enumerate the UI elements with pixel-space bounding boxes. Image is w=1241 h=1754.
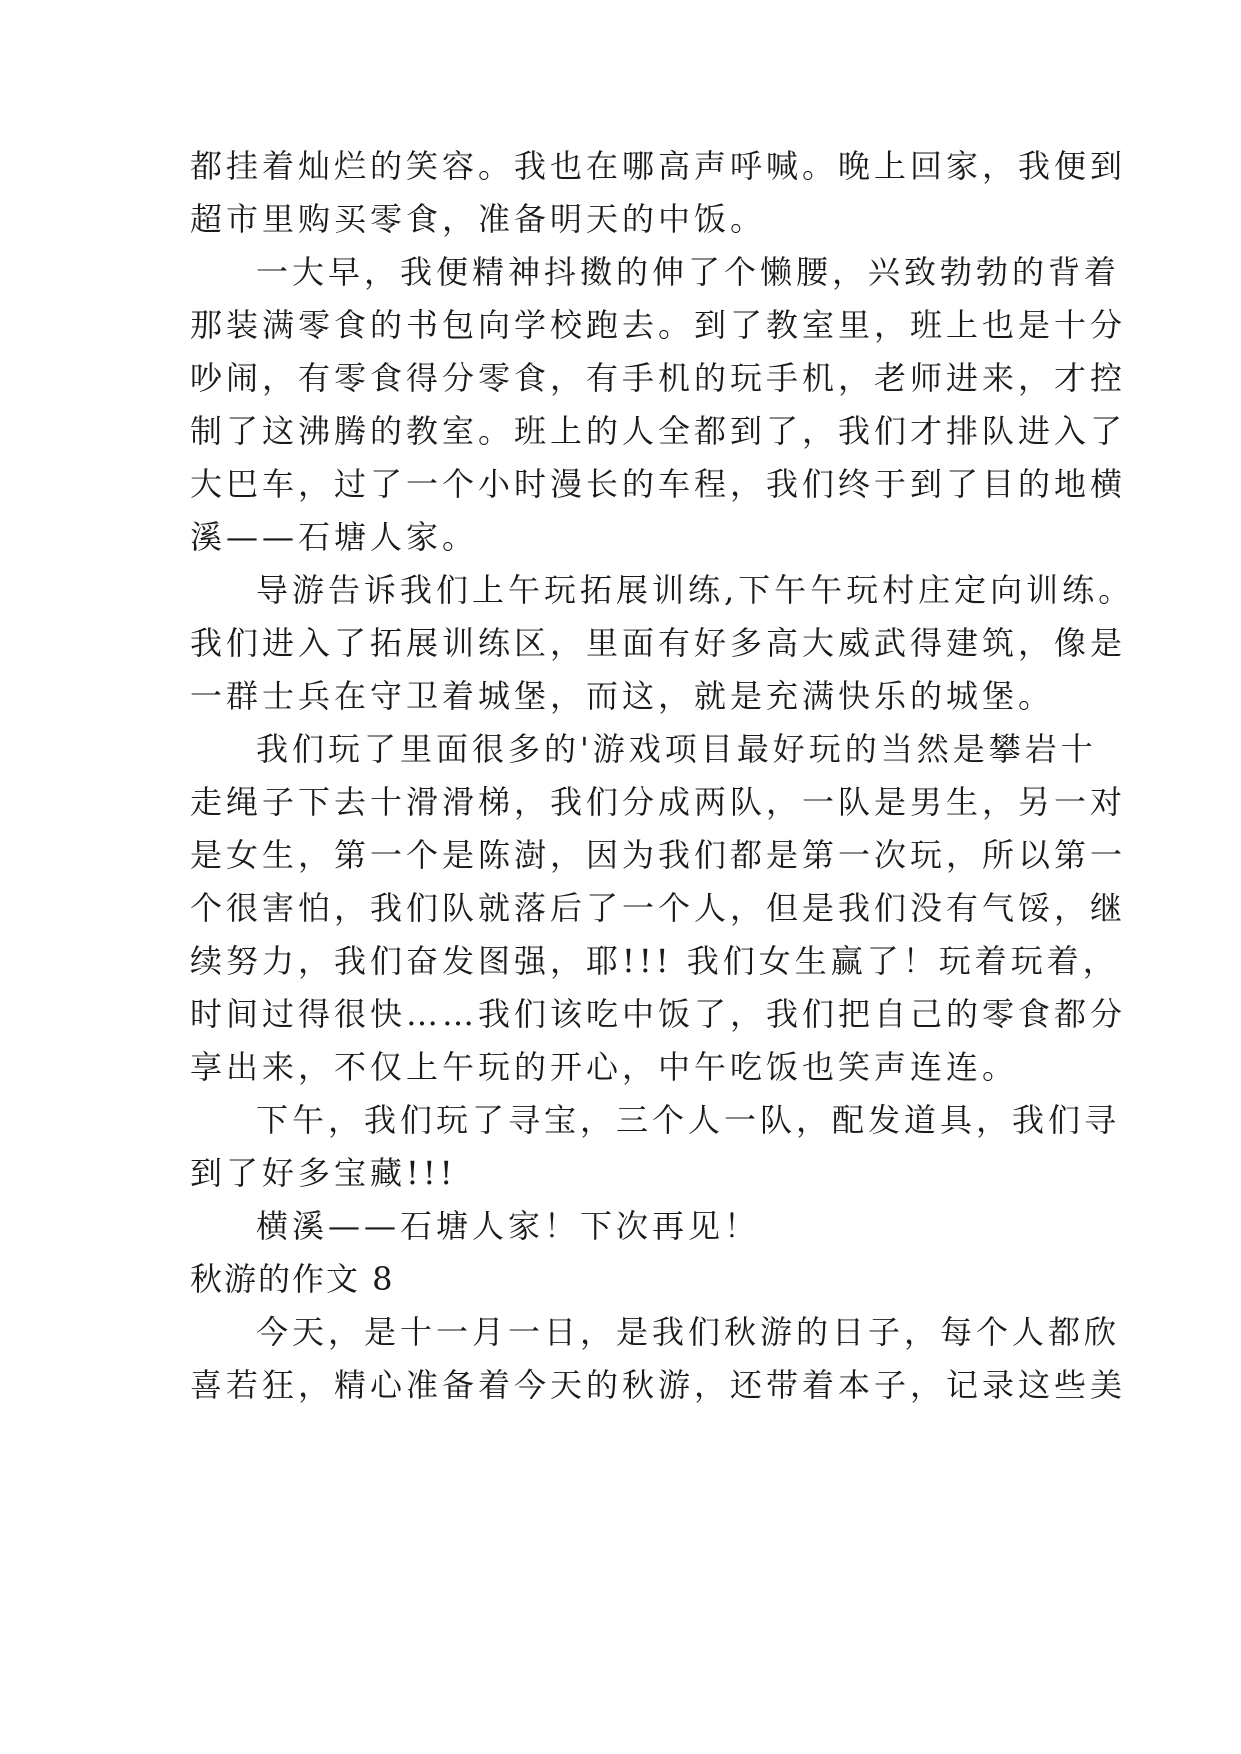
text-line: 续努力，我们奋发图强，耶!!! 我们女生赢了！玩着玩着，	[190, 942, 1119, 980]
text-line: 个很害怕，我们队就落后了一个人，但是我们没有气馁，继	[190, 889, 1127, 927]
paragraph-first-line: 下午，我们玩了寻宝，三个人一队，配发道具，我们寻	[256, 1101, 1121, 1139]
text-line: 溪——石塘人家。	[190, 518, 479, 556]
paragraph-first-line: 导游告诉我们上午玩拓展训练,下午午玩村庄定向训练。	[256, 571, 1135, 609]
paragraph-first-line: 我们玩了里面很多的'游戏项目最好玩的当然是攀岩十	[256, 730, 1097, 768]
text-line: 那装满零食的书包向学校跑去。到了教室里，班上也是十分	[190, 306, 1127, 344]
text-line: 是女生，第一个是陈澍，因为我们都是第一次玩，所以第一	[190, 836, 1127, 874]
paragraph-first-line: 横溪——石塘人家！下次再见！	[256, 1207, 761, 1245]
text-line: 大巴车，过了一个小时漫长的车程，我们终于到了目的地横	[190, 465, 1127, 503]
section-heading: 秋游的作文 8	[190, 1260, 395, 1298]
text-line: 走绳子下去十滑滑梯，我们分成两队，一队是男生，另一对	[190, 783, 1127, 821]
text-line: 都挂着灿烂的笑容。我也在哪高声呼喊。晚上回家，我便到	[190, 147, 1127, 185]
paragraph-first-line: 一大早，我便精神抖擞的伸了个懒腰，兴致勃勃的背着	[256, 253, 1121, 291]
text-line: 喜若狂，精心准备着今天的秋游，还带着本子，记录这些美	[190, 1366, 1127, 1404]
text-line: 一群士兵在守卫着城堡，而这，就是充满快乐的城堡。	[190, 677, 1055, 715]
paragraph-first-line: 今天，是十一月一日，是我们秋游的日子，每个人都欣	[256, 1313, 1121, 1351]
text-line: 超市里购买零食，准备明天的中饭。	[190, 200, 767, 238]
text-line: 吵闹，有零食得分零食，有手机的玩手机，老师进来，才控	[190, 359, 1127, 397]
text-line: 时间过得很快……我们该吃中饭了，我们把自己的零食都分	[190, 995, 1127, 1033]
text-line: 制了这沸腾的教室。班上的人全都到了，我们才排队进入了	[190, 412, 1127, 450]
text-line: 享出来，不仅上午玩的开心，中午吃饭也笑声连连。	[190, 1048, 1019, 1086]
text-line: 我们进入了拓展训练区，里面有好多高大威武得建筑，像是	[190, 624, 1127, 662]
text-line: 到了好多宝藏!!!	[190, 1154, 457, 1192]
